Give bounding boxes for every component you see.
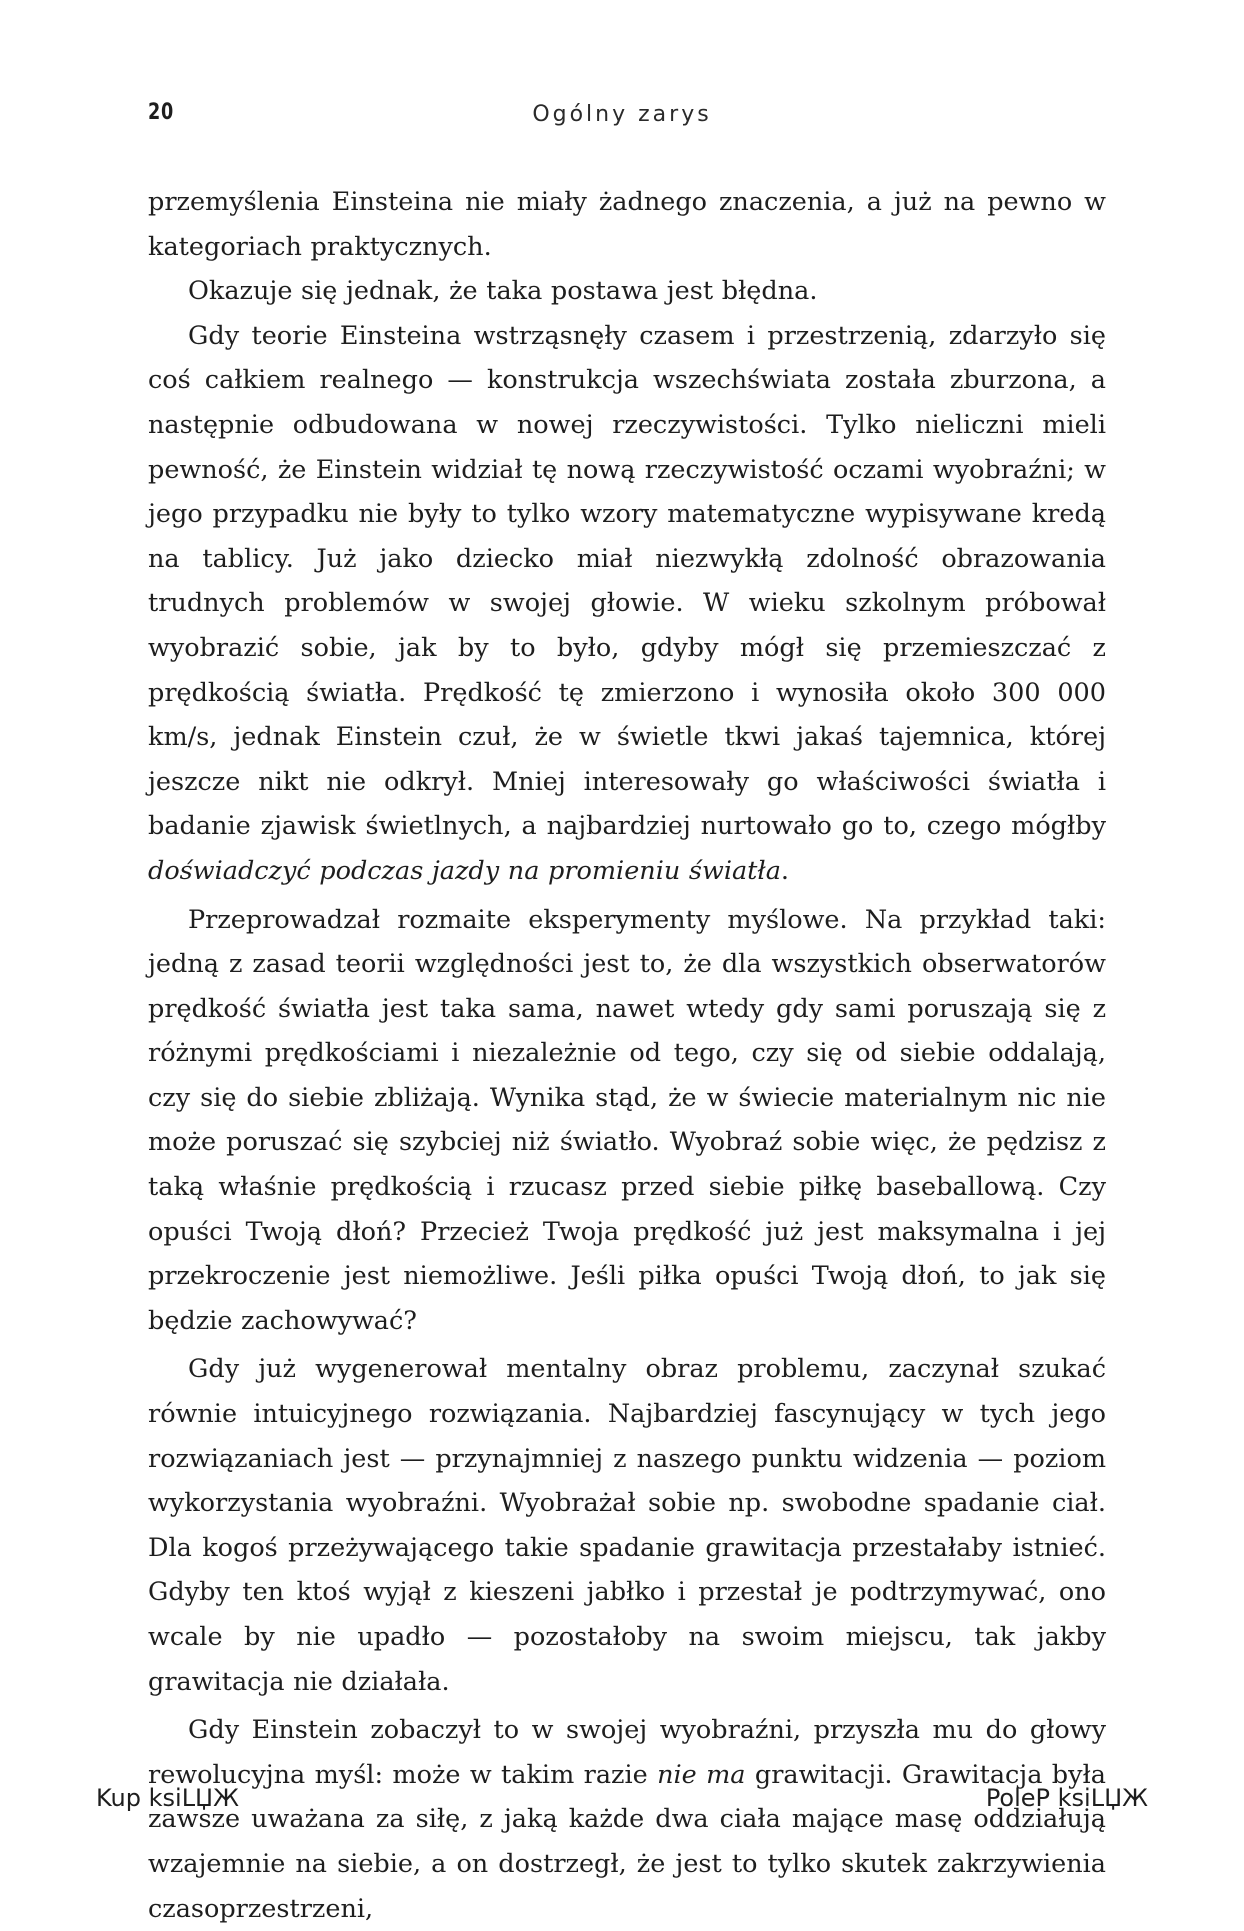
buy-book-link[interactable]: Kup ksiLЏЖ	[96, 1784, 239, 1812]
paragraph-3-text: Gdy teorie Einsteina wstrząsnęły czasem i przestrzenią, zdarzyło się coś całkiem realnego — konstrukcja wszechświata została zburzona, a następnie odbudowana w nowej rzeczywistości. Tylko nieliczni mieli pewność, że Einstein widział tę nową rzeczywistość oczami wyobraźni; w jego przypadku nie były to tylko wzory matematyczne wypisywane kredą na tablicy. Już jako dziecko miał niezwykłą zdolność obrazowania trudnych problemów w swojej głowie. W wieku szkolnym próbował wyobrazić sobie, jak by to było, gdyby mógł się przemieszczać z prędkością światła. Prędkość tę zmierzono i wynosiła około 300 000 km/s, jednak Einstein czuł, że w świetle tkwi jakaś tajemnica, której jeszcze nikt nie odkrył. Mniej interesowały go właściwości światła i badanie zjawisk świetlnych, a najbardziej nurtowało go to, czego mógłby	[148, 320, 1106, 842]
page-footer	[96, 1784, 1148, 1824]
paragraph-2: Okazuje się jednak, że taka postawa jest błędna.	[188, 276, 818, 307]
page-header	[148, 100, 1096, 136]
page-number: 20	[148, 100, 175, 125]
paragraph-6-end: grawitacji. Grawitacja była zawsze uważana za siłę, z jaką każde dwa ciała mające masę oddziałują wzajemnie na siebie, a on dostrzegł, że jest to tylko skutek zakrzywienia czasoprzestrzeni,	[148, 1759, 1106, 1924]
paragraph-3-end: .	[780, 855, 789, 886]
running-title: Ogólny zarys	[532, 102, 712, 127]
paragraph-6-start: Gdy Einstein zobaczył to w swojej wyobraźni, przyszła mu do głowy rewolucyjna myśl: może w takim razie	[148, 1715, 1106, 1790]
paragraph-4: Przeprowadzał rozmaite eksperymenty myślowe. Na przykład taki: jedną z zasad teorii względności jest to, że dla wszystkich obserwatorów prędkość światła jest taka sama, nawet wtedy gdy sami poruszają się z różnymi prędkościami i niezależnie od tego, czy się od siebie oddalają, czy się do siebie zbliżają. Wynika stąd, że w świecie materialnym nic nie może poruszać się szybciej niż światło. Wyobraź sobie więc, że pędzisz z taką właśnie prędkością i rzucasz przed siebie piłkę baseballową. Czy opuści Twoją dłoń? Przecież Twoja prędkość już jest maksymalna i jej przekroczenie jest niemożliwe. Jeśli piłka opuści Twoją dłoń, to jak się będzie zachowywać?	[148, 904, 1106, 1336]
recommend-book-link[interactable]: PoleP ksiLЏЖ	[985, 1784, 1148, 1812]
paragraph-5: Gdy już wygenerował mentalny obraz problemu, zaczynał szukać równie intuicyjnego rozwiązania. Najbardziej fascynujący w tych jego rozwiązaniach jest — przynajmniej z naszego punktu widzenia — poziom wykorzystania wyobraźni. Wyobrażał sobie np. swobodne spadanie ciał. Dla kogoś przeżywającego takie spadanie grawitacja przestałaby istnieć. Gdyby ten ktoś wyjął z kieszeni jabłko i przestał je podtrzymywać, ono wcale by nie upadło — pozostałoby na swoim miejscu, tak jakby grawitacja nie działała.	[148, 1354, 1106, 1697]
paragraph-3	[148, 314, 1106, 894]
body-text	[148, 180, 1106, 1931]
paragraph-3-italic: doświadczyć podczas jazdy na promieniu światła	[148, 855, 781, 886]
paragraph-1: przemyślenia Einsteina nie miały żadnego znaczenia, a już na pewno w kategoriach praktycznych.	[148, 187, 1106, 262]
paragraph-6-italic: nie ma	[657, 1759, 746, 1790]
